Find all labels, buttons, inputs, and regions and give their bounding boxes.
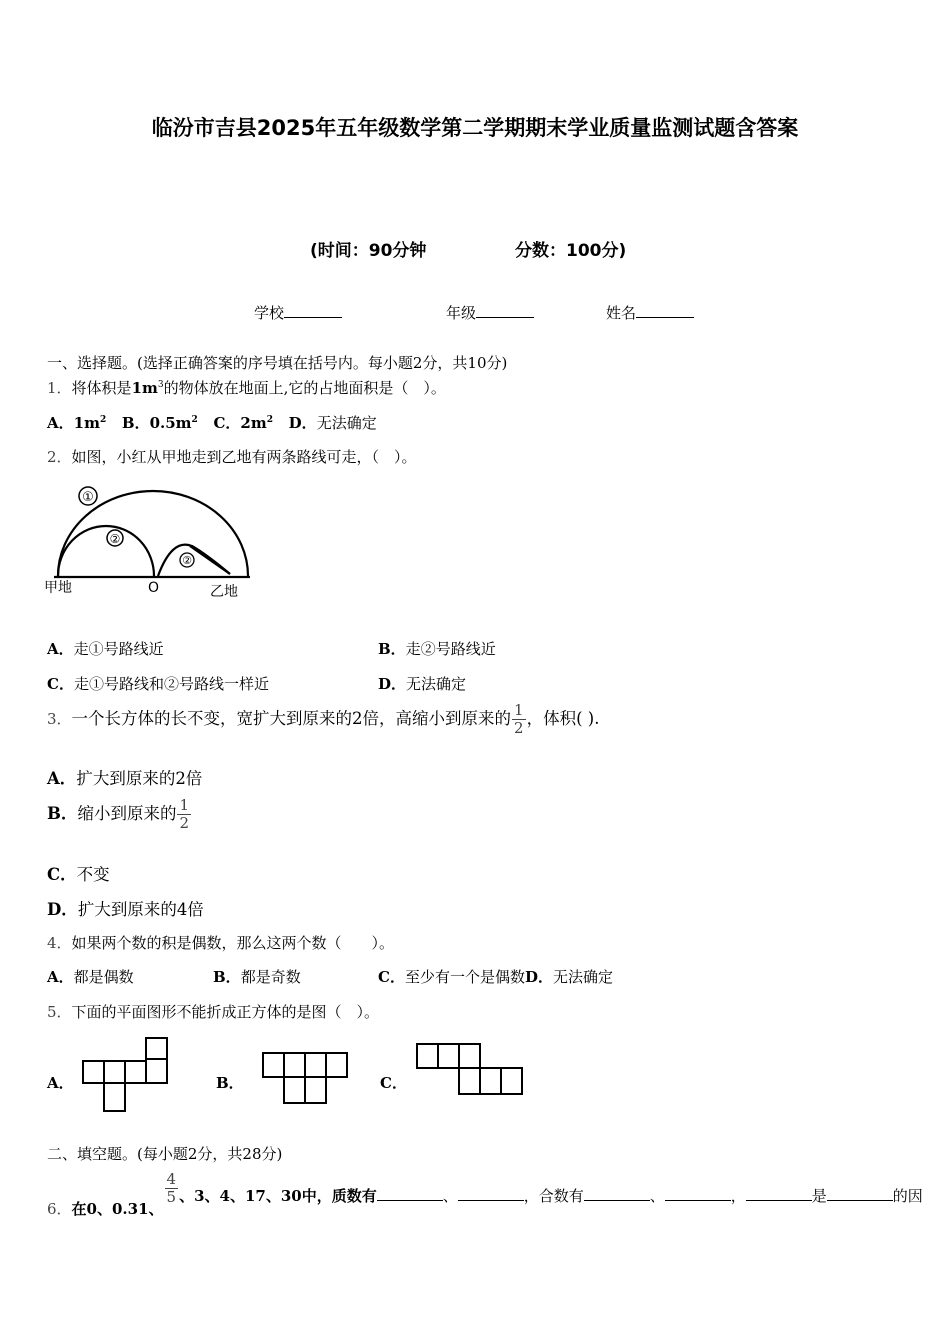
q3-fraction: $\frac{1}{2}$	[514, 701, 524, 737]
q3-option-b: B．缩小到原来的 $\frac{1}{2}$	[47, 796, 189, 832]
route2b-label: ②	[182, 554, 192, 567]
q3-stem-b: ，体积( ).	[526, 709, 600, 728]
school-blank	[284, 303, 342, 318]
exam-time: (时间：90分钟	[310, 241, 427, 261]
q4-number: 4．	[47, 934, 72, 952]
q4-stem-text: 如果两个数的积是偶数，那么这两个数（ ）。	[71, 934, 395, 952]
section1-heading: 一、选择题。(选择正确答案的序号填在括号内。每小题2分，共10分)	[47, 354, 508, 372]
start-label: 甲地	[44, 580, 72, 596]
q6-stem-e: 的因	[892, 1186, 923, 1205]
q6-prime-blank-1[interactable]	[377, 1186, 443, 1201]
end-label: 乙地	[210, 584, 238, 600]
q1-option-d: D．无法确定	[288, 414, 377, 432]
q2-option-d: D．无法确定	[378, 675, 467, 693]
school-field	[254, 302, 342, 323]
q6-factor-blank-1[interactable]	[746, 1186, 812, 1201]
q1-stem-b: 的物体放在地面上,它的占地面积是（ ）。	[163, 379, 446, 397]
q3-stem-a: 一个长方体的长不变，宽扩大到原来的2倍，高缩小到原来的	[71, 709, 512, 728]
q4-option-a: A．都是偶数	[47, 968, 134, 986]
grade-label: 年级	[446, 304, 477, 322]
section2-heading: 二、填空题。(每小题2分，共28分)	[47, 1145, 283, 1163]
q5-number: 5．	[47, 1003, 72, 1021]
q6-number: 6．	[47, 1199, 72, 1218]
grade-field	[446, 302, 534, 323]
grade-blank	[476, 303, 534, 318]
q1-option-a: A．$1m^2$	[47, 414, 107, 432]
q3-option-c: C．不变	[47, 865, 110, 884]
q2-number: 2．	[47, 448, 72, 466]
q1-options	[47, 412, 377, 433]
q3-option-d: D．扩大到原来的4倍	[47, 900, 204, 919]
name-blank	[636, 303, 694, 318]
school-label: 学校	[254, 304, 285, 322]
q1-stem-a: 将体积是	[71, 379, 132, 397]
q2-option-a: A．走①号路线近	[47, 640, 164, 658]
q5-net-b	[262, 1052, 352, 1106]
q4-option-c: C．至少有一个是偶数D．无法确定	[378, 968, 613, 986]
q6-composite-blank-2[interactable]	[665, 1186, 731, 1201]
q1-option-b: B．$0.5m^2$	[121, 414, 198, 432]
q1-stem	[47, 377, 446, 398]
page-title: 临汾市吉县2025年五年级数学第二学期期末学业质量监测试题含答案	[151, 116, 799, 140]
q5-option-a-label: A．	[47, 1074, 74, 1092]
route2-chord	[190, 546, 230, 574]
q2-route-figure	[40, 478, 260, 608]
q6-stem: 6．在0、0.31、 $\frac{4}{5}$ 、3、4、17、30中，质数有 、 ，合数有 、 ， 是 的因	[47, 1170, 923, 1218]
q6-stem-b: 、3、4、17、30中，质数有	[179, 1186, 377, 1205]
q4-option-b: B．都是奇数	[213, 968, 301, 986]
q3-number: 3．	[47, 710, 72, 728]
exam-score: 分数：100分)	[515, 241, 627, 261]
mid-label: O	[148, 580, 160, 596]
route1-label: ①	[82, 490, 94, 505]
q6-prime-blank-2[interactable]	[458, 1186, 524, 1201]
q3-option-b-fraction: $\frac{1}{2}$	[179, 796, 189, 832]
q3-option-a: A．扩大到原来的2倍	[47, 769, 203, 788]
q5-stem-text: 下面的平面图形不能折成正方体的是图（ ）。	[71, 1003, 380, 1021]
q2-stem-text: 如图，小红从甲地走到乙地有两条路线可走，（ ）。	[71, 448, 417, 466]
q1-unit-sup: 3	[157, 380, 164, 390]
q6-composite-blank-1[interactable]	[584, 1186, 650, 1201]
q1-option-c: C．$2m^2$	[213, 414, 273, 432]
q5-net-a	[82, 1037, 172, 1115]
name-label: 姓名	[606, 304, 637, 322]
q5-option-c-label: C．	[380, 1074, 407, 1092]
name-field	[606, 302, 694, 323]
q5-option-b-label: B．	[216, 1074, 244, 1092]
q3-stem	[47, 703, 599, 736]
q2-stem	[47, 446, 417, 467]
q6-stem-c: ，合数有	[523, 1186, 584, 1205]
q6-fraction: $\frac{4}{5}$	[166, 1170, 177, 1206]
route2-label: ②	[109, 532, 121, 546]
q1-number: 1．	[47, 379, 72, 397]
q6-factor-blank-2[interactable]	[827, 1186, 893, 1201]
q6-stem-a: 在0、0.31、	[71, 1199, 164, 1218]
q6-stem-d: 是	[811, 1186, 827, 1205]
route2-arc-left	[58, 526, 154, 576]
q2-option-b: B．走②号路线近	[378, 640, 496, 658]
q1-unit: 1m	[131, 379, 158, 397]
q2-option-c: C．走①号路线和②号路线一样近	[47, 675, 269, 693]
q5-net-c	[415, 1042, 527, 1098]
q5-stem	[47, 1001, 379, 1022]
q4-stem	[47, 932, 394, 953]
